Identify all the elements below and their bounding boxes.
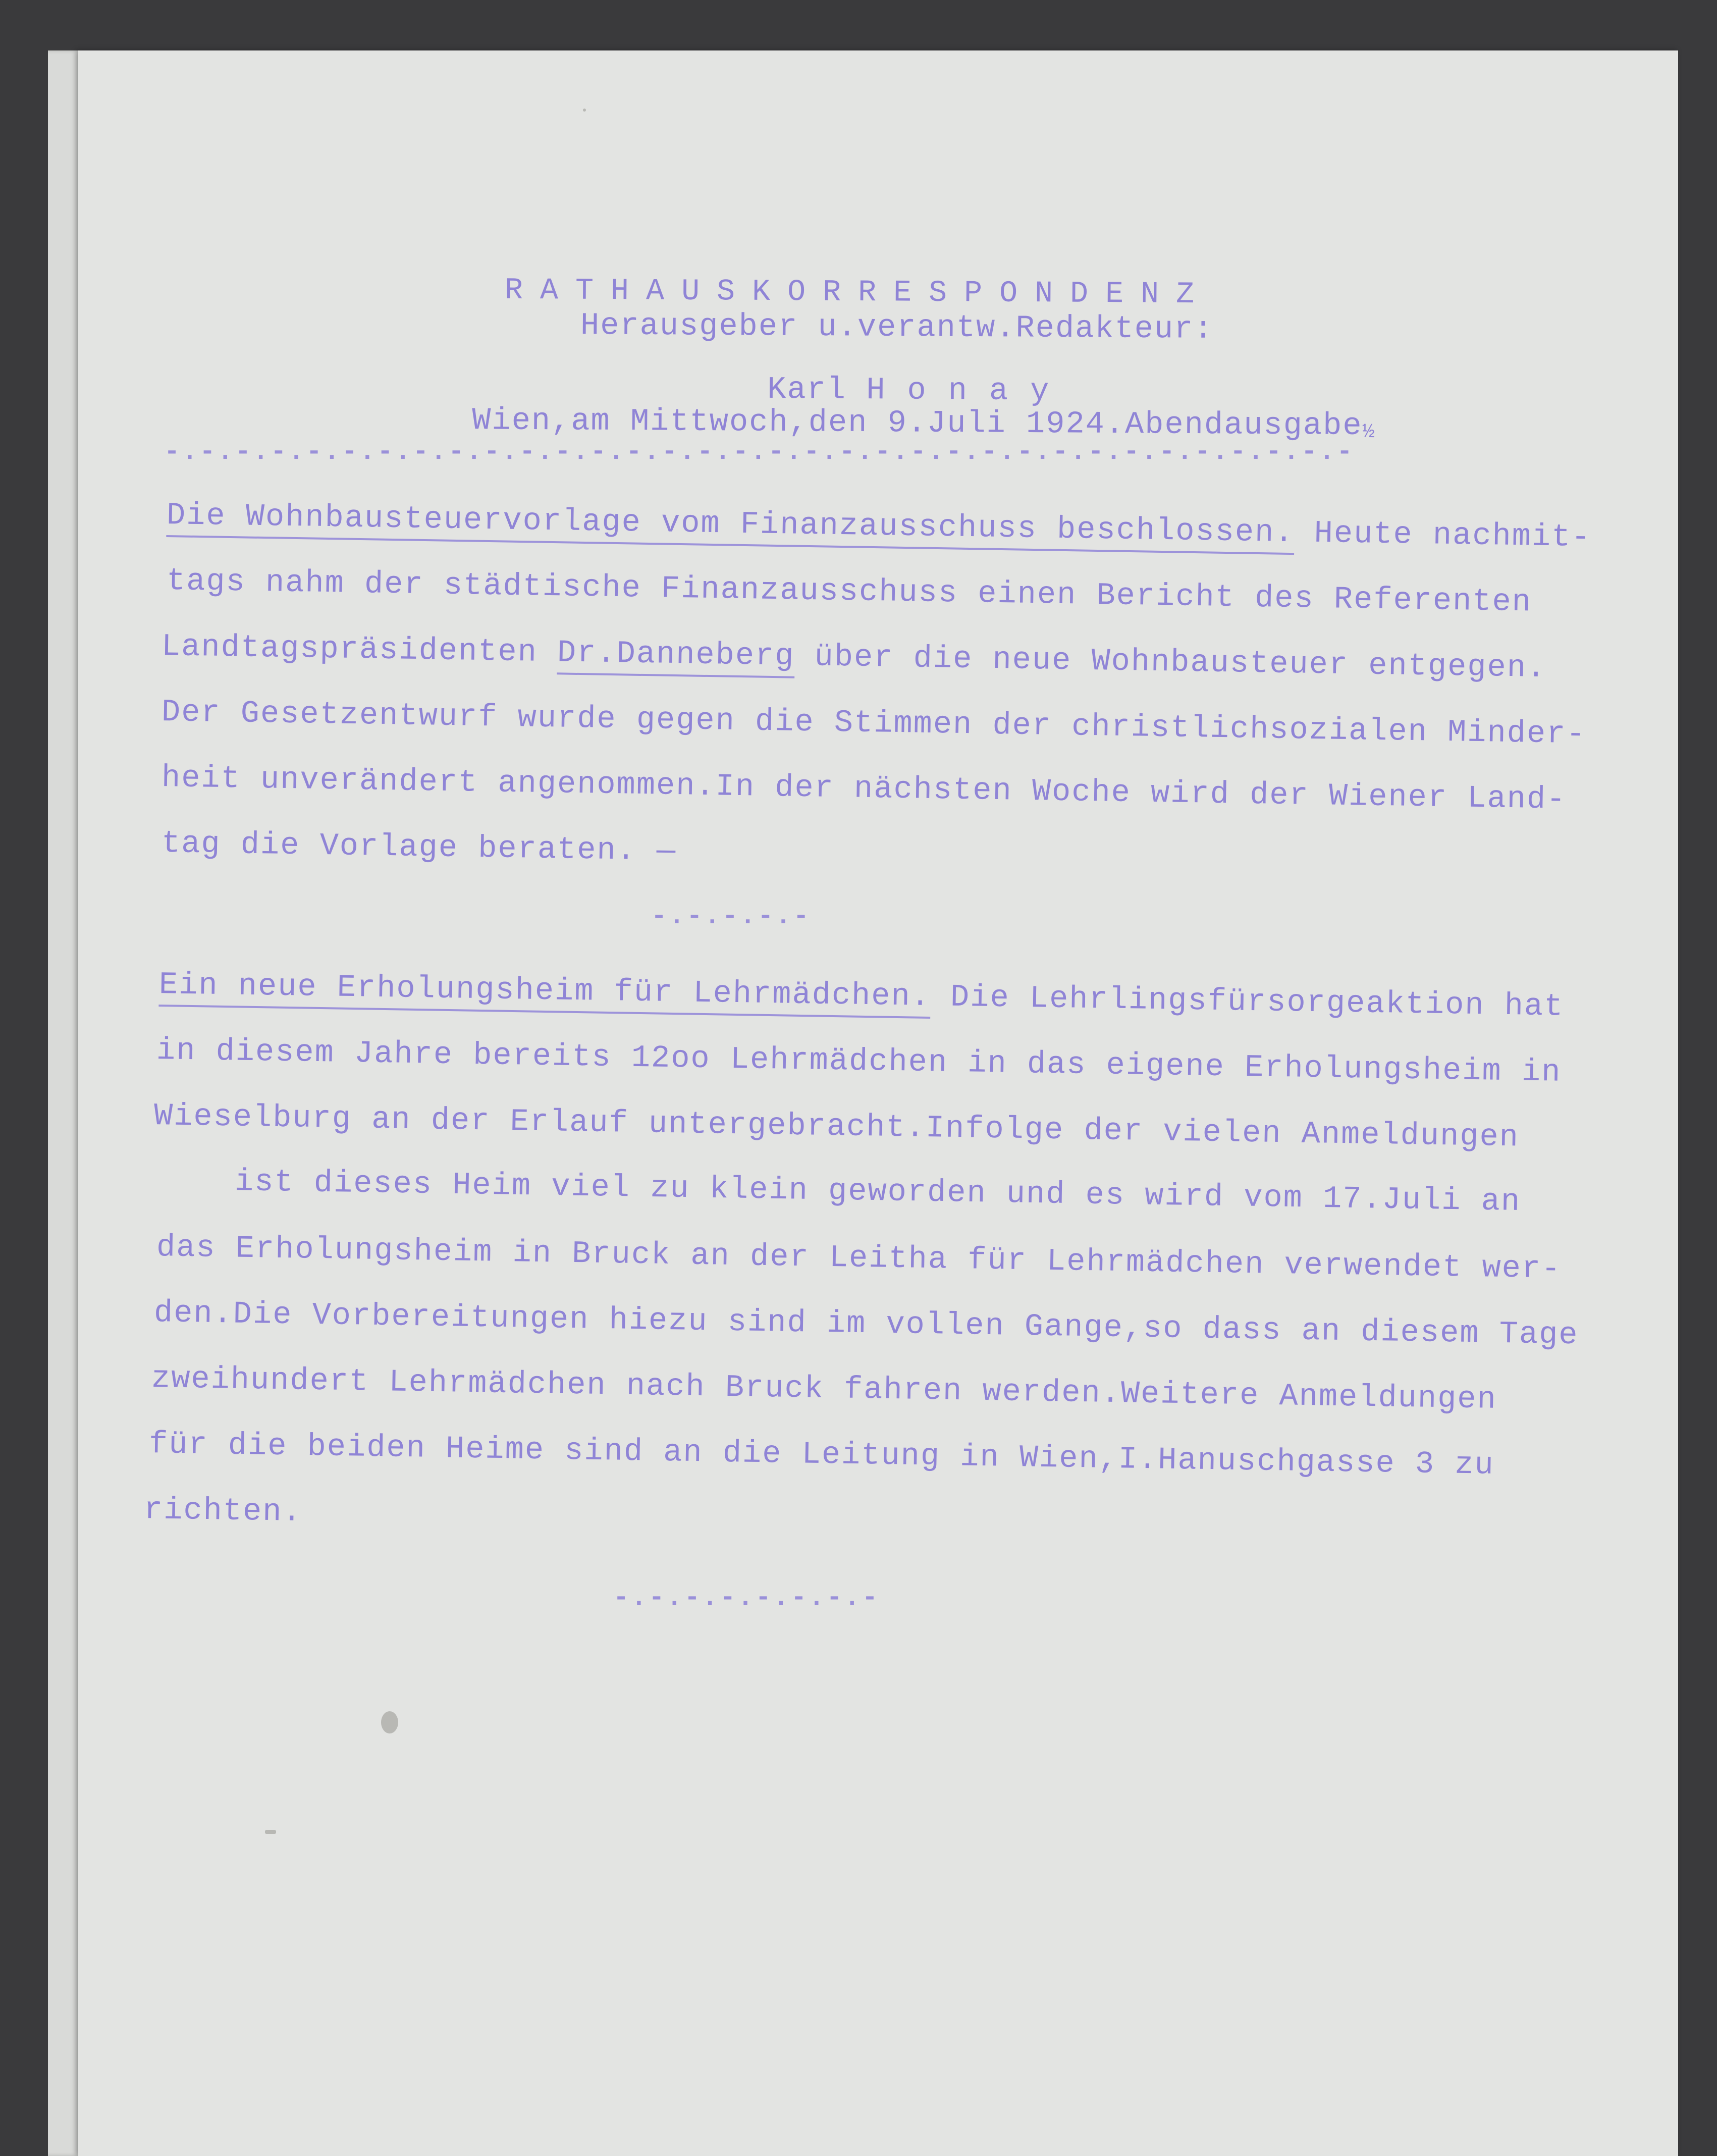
danneberg-name: Dr.Danneberg	[557, 635, 795, 678]
article1-line-2: tags nahm der städtische Finanzausschuss einen Bericht des Referenten	[166, 563, 1532, 620]
article1-line-4: Der Gesetzentwurf wurde gegen die Stimmen der christlichsozialen Minder-	[161, 694, 1587, 753]
article1-line-1: Die Wohnbausteuervorlage vom Finanzausschuss beschlossen. Heute nachmit-	[166, 497, 1592, 556]
article2-line-4: ist dieses Heim viel zu klein geworden und es wird vom 17.Juli an	[234, 1164, 1521, 1220]
separator-middle: -.-.-.-.-	[651, 902, 811, 931]
editor-last-name: Honay	[866, 372, 1071, 409]
article2-line-7: zweihundert Lehrmädchen nach Bruck fahren werden.Weitere Anmeldungen	[151, 1360, 1497, 1417]
edition-mark: ½	[1362, 421, 1376, 444]
article2-line-8: für die beiden Heime sind an die Leitung in Wien,I.Hanuschgasse 3 zu	[148, 1426, 1495, 1483]
end-dash: —	[656, 833, 677, 870]
article1-line-6: tag die Vorlage beraten. —	[161, 825, 677, 870]
article1-headline: Die Wohnbausteuervorlage vom Finanzausschuss beschlossen.	[166, 497, 1295, 555]
document-page	[78, 50, 1678, 2156]
article1-line-3: Landtagspräsidenten Dr.Danneberg über die neue Wohnbausteuer entgegen.	[161, 628, 1547, 687]
editor-first-name: Karl	[767, 371, 847, 408]
article2-line-2: in diesem Jahre bereits 12oo Lehrmädchen in das eigene Erholungsheim in	[156, 1032, 1562, 1090]
article2-line-6: den.Die Vorbereitungen hiezu sind im vollen Gange,so dass an diesem Tage	[153, 1295, 1579, 1353]
separator-top: -.-.-.-.-.-.-.-.-.-.-.-.-.-.-.-.-.-.-.-.-.-.-.-.-.-.-.-.-.-.-.-.-.-	[164, 437, 1355, 467]
masthead-title: RATHAUSKORRESPONDENZ	[504, 273, 1212, 312]
article1-line-5: heit unverändert angenommen.In der nächsten Woche wird der Wiener Land-	[161, 760, 1567, 818]
article2-line-3: Wieselburg an der Erlauf untergebracht.Infolge der vielen Anmeldungen	[153, 1098, 1520, 1155]
article2-headline: Ein neue Erholungsheim für Lehrmädchen.	[158, 967, 931, 1019]
paper-mark	[265, 1830, 276, 1834]
article2-line-9: richten.	[143, 1492, 303, 1530]
separator-bottom: -.-.-.-.-.-.-.-	[613, 1583, 880, 1613]
article2-line-5: das Erholungsheim in Bruck an der Leitha für Lehrmädchen verwendet wer-	[156, 1229, 1562, 1287]
article2-line-1: Ein neue Erholungsheim für Lehrmädchen. Die Lehrlingsfürsorgeaktion hat	[158, 967, 1564, 1025]
paper-dot	[583, 109, 586, 112]
paper-stain	[381, 1711, 398, 1733]
dateline-text: Wien,am Mittwoch,den 9.Juli 1924.Abendausgabe	[472, 402, 1363, 444]
publisher-line: Herausgeber u.verantw.Redakteur:	[580, 307, 1214, 347]
